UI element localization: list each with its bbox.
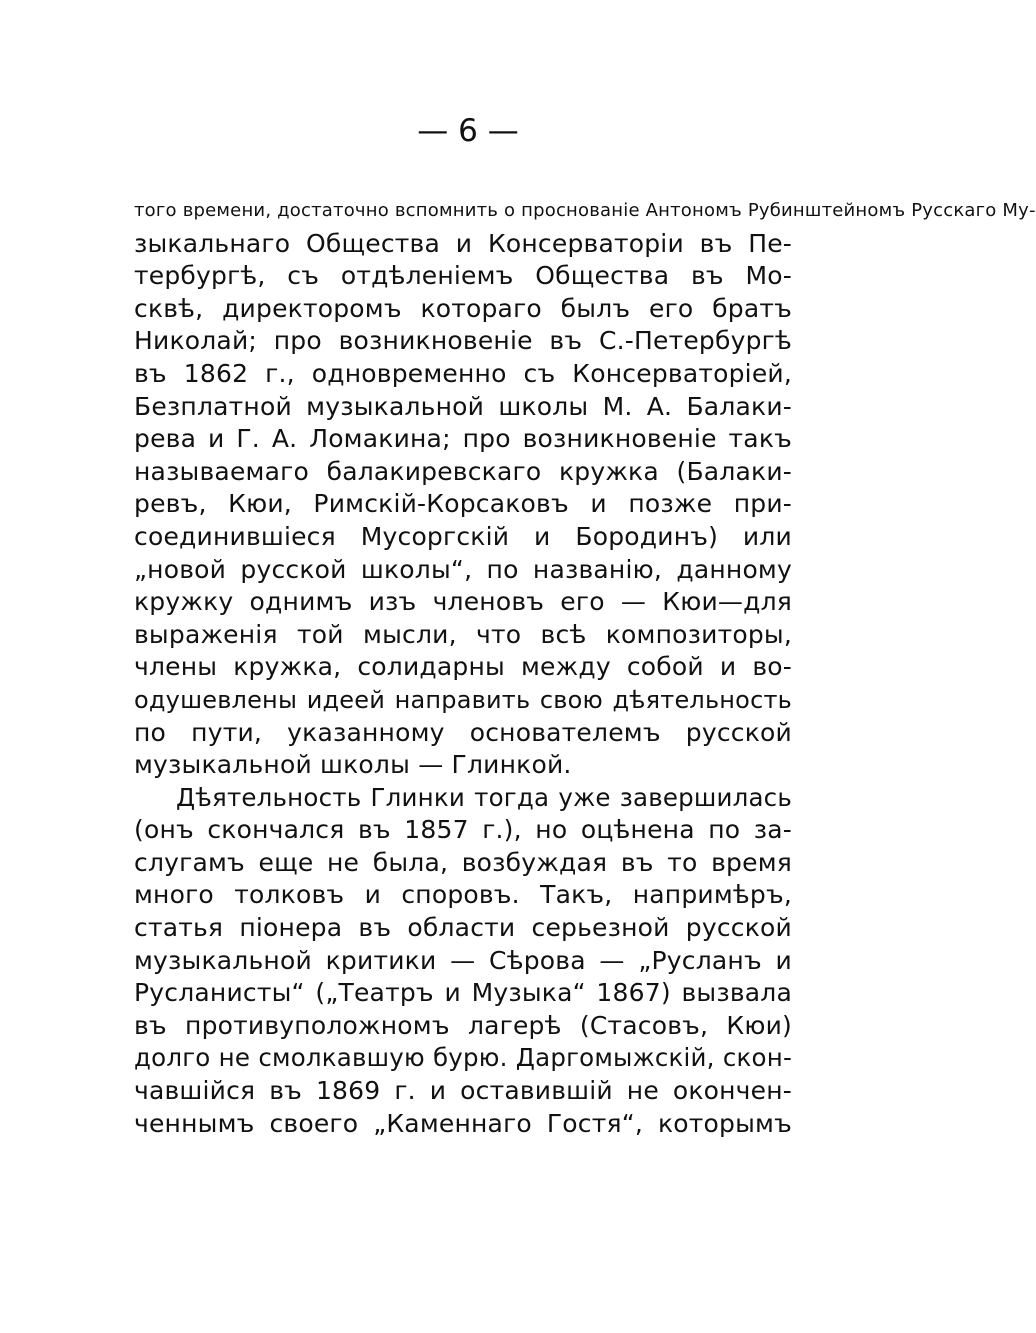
text-line: въ противуположномъ лагерѣ (Стасовъ, Кюи) — [134, 1010, 792, 1040]
text-line: зыкальнаго Общества и Консерваторіи въ Пе- — [134, 228, 792, 258]
text-line: члены кружка, солидарны между собой и во- — [134, 652, 792, 682]
text-line: Русланисты“ („Театръ и Музыка“ 1867) вызвала — [134, 978, 792, 1008]
text-line: кружку однимъ изъ членовъ его — Кюи—для — [134, 587, 792, 617]
text-line: слугамъ еще не была, возбуждая въ то время — [134, 847, 792, 877]
text-line: Безплатной музыкальной школы М. А. Балаки- — [134, 391, 792, 421]
text-line: соединившіеся Мусоргскій и Бородинъ) или — [134, 521, 792, 551]
text-line: чавшійся въ 1869 г. и оставившій не окончен- — [134, 1076, 792, 1106]
text-line: рева и Г. А. Ломакина; про возникновеніе такъ — [134, 424, 792, 454]
text-line: въ 1862 г., одновременно съ Консерваторіей, — [134, 358, 792, 388]
text-line: одушевлены идеей направить свою дѣятельность — [134, 685, 792, 714]
text-line: Дѣятельность Глинки тогда уже завершилась — [176, 782, 792, 812]
text-line: долго не смолкавшую бурю. Даргомыжскій, скон- — [134, 1043, 792, 1073]
text-line: ченнымъ своего „Каменнаго Гостя“, которымъ — [134, 1108, 792, 1138]
text-line: сквѣ, директоромъ котораго былъ его братъ — [134, 293, 792, 323]
text-line: статья піонера въ области серьезной русской — [134, 913, 792, 943]
text-line: музыкальной школы — Глинкой. — [134, 750, 572, 780]
text-line: выраженія той мысли, что всѣ композиторы, — [134, 619, 792, 649]
text-line: того времени, достаточно вспомнить о проснованіе Антономъ Рубинштейномъ Русскаго Му- — [134, 200, 1036, 221]
text-line: по пути, указанному основателемъ русской — [134, 717, 792, 747]
body-text — [134, 195, 1036, 1140]
text-line: много толковъ и споровъ. Такъ, напримѣръ, — [134, 880, 792, 910]
text-line: ревъ, Кюи, Римскій-Корсаковъ и позже при- — [134, 489, 792, 519]
text-line: (онъ скончался въ 1857 г.), но оцѣнена по за- — [134, 815, 792, 845]
page-number: — 6 — — [417, 113, 519, 149]
text-line: Николай; про возникновеніе въ С.-Петербургѣ — [134, 326, 792, 356]
text-line: музыкальной критики — Сѣрова — „Русланъ и — [134, 945, 792, 975]
text-line: „новой русской школы“, по названію, данному — [134, 554, 792, 584]
text-line: называемаго балакиревскаго кружка (Балаки- — [134, 456, 792, 486]
text-line: тербургѣ, съ отдѣленіемъ Общества въ Мо- — [134, 261, 792, 291]
